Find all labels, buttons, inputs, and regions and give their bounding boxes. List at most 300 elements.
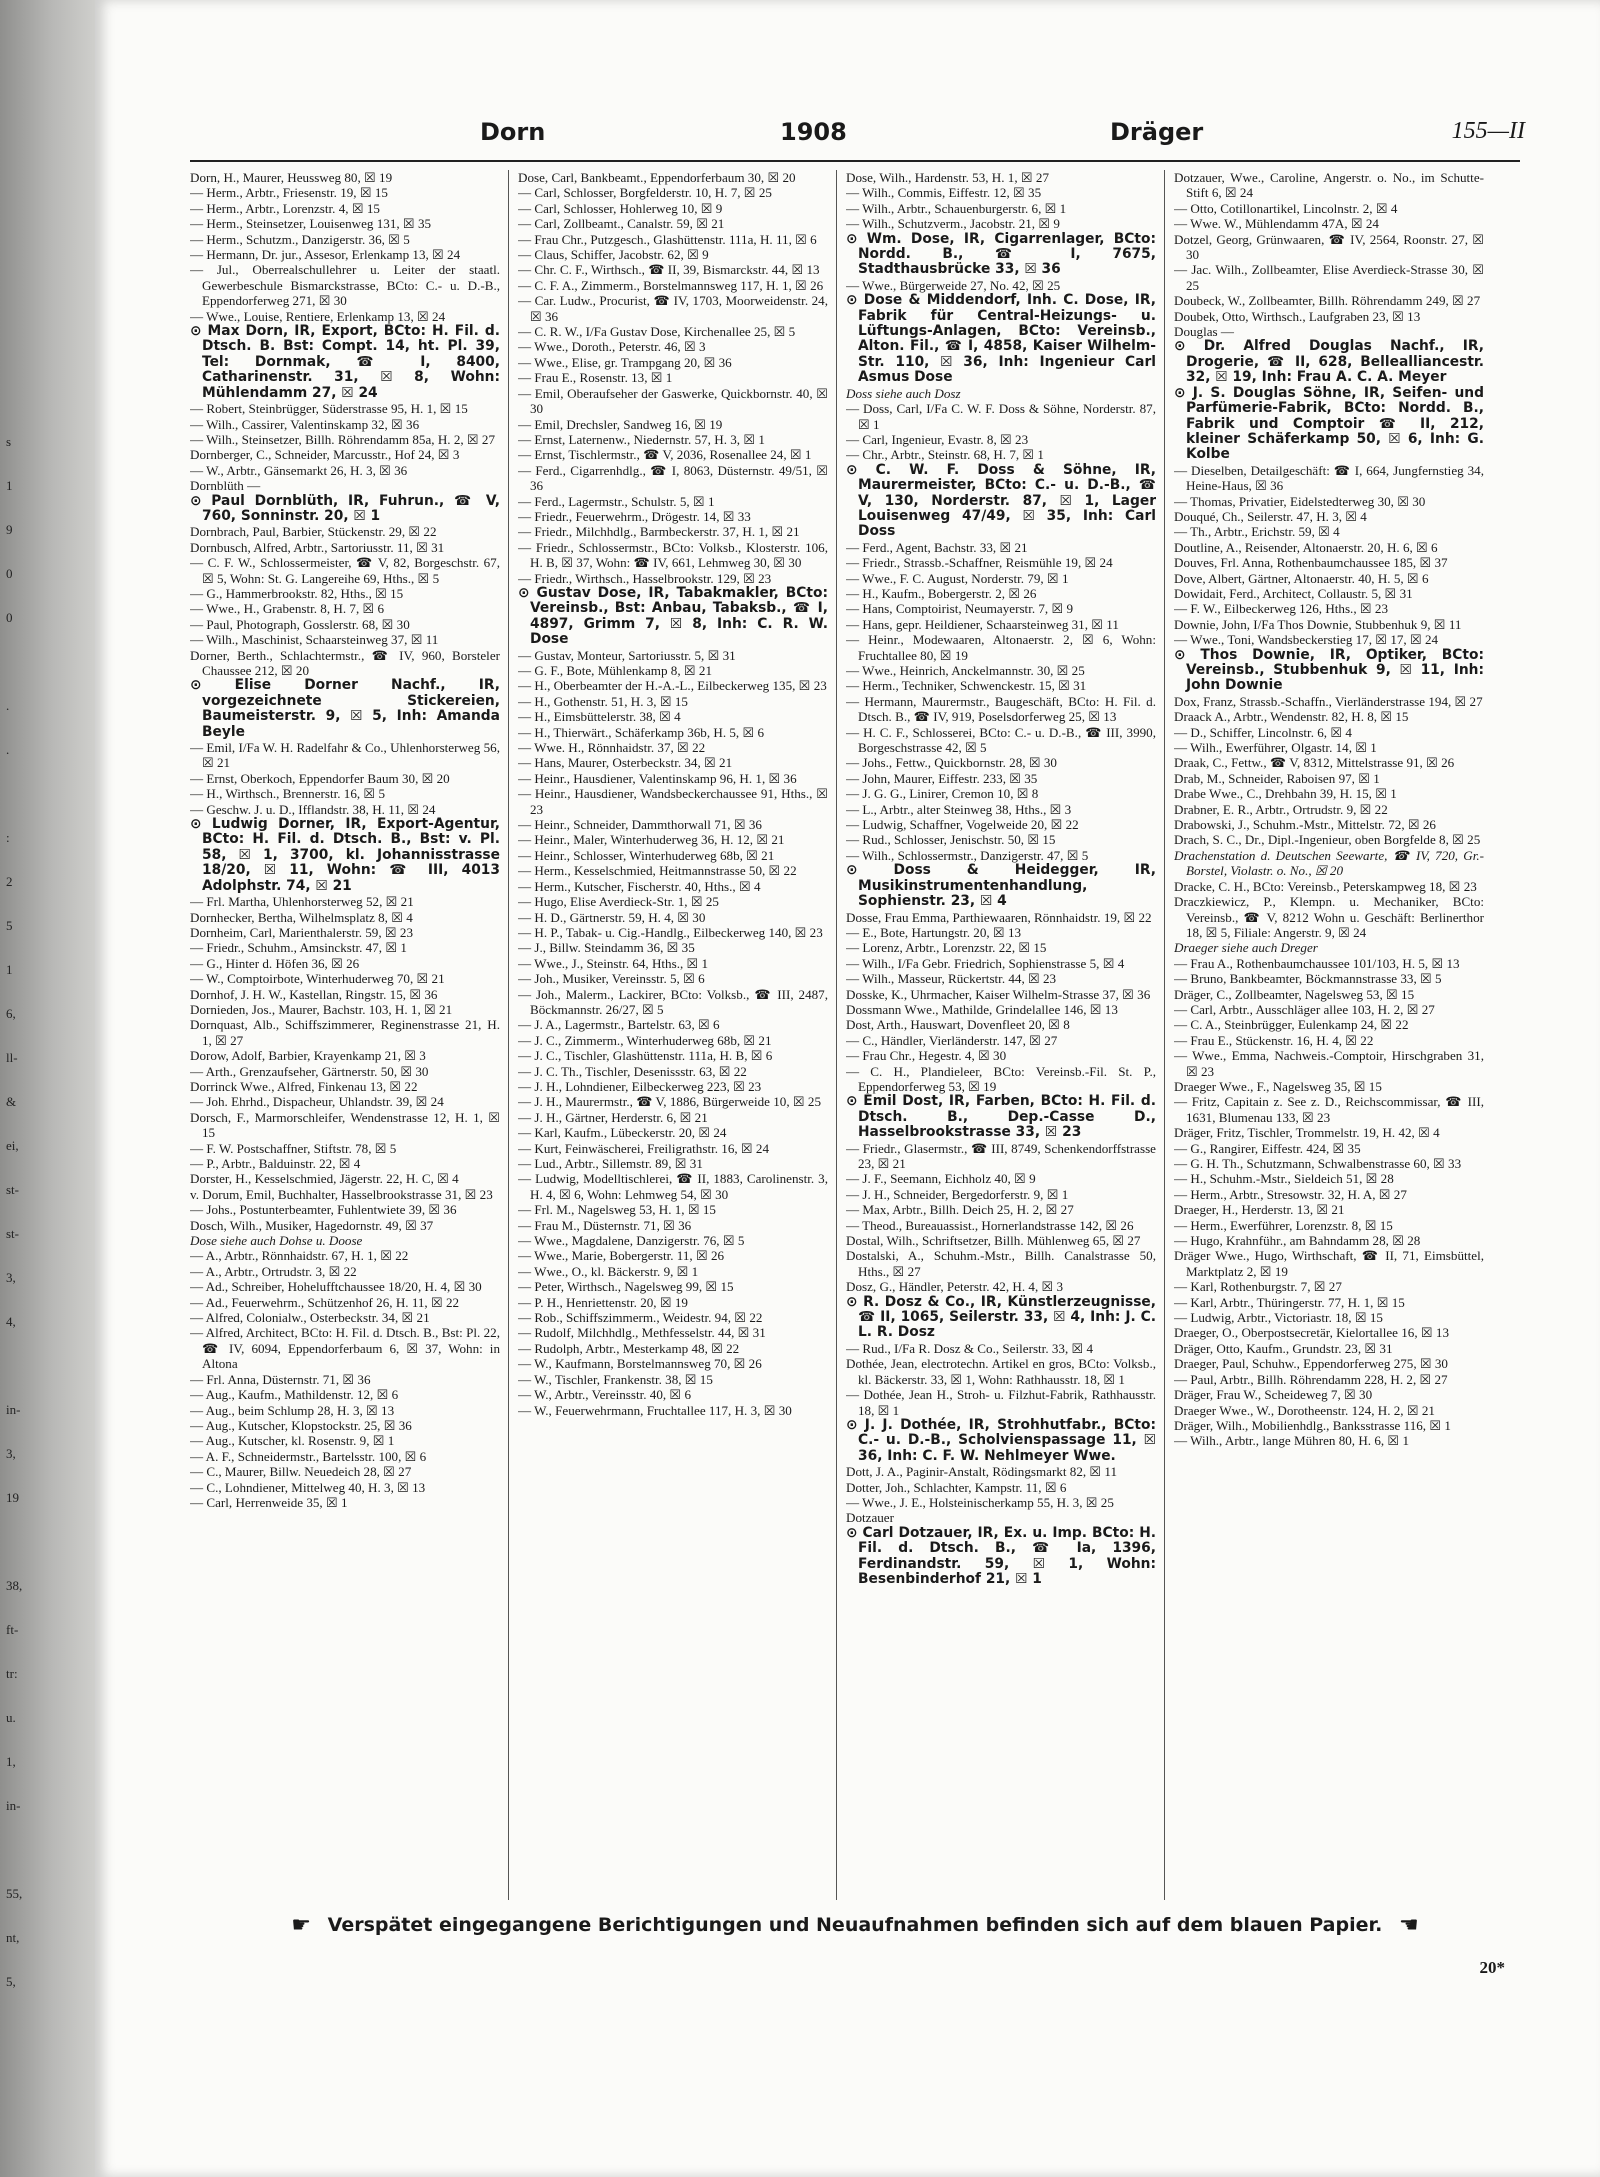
directory-entry: — Arth., Grenzaufseher, Gärtnerstr. 50, ☒ 30: [190, 1063, 429, 1079]
directory-entry: Drach, S. C., Dr., Dipl.-Ingenieur, oben Borgfelde 8, ☒ 25: [1174, 832, 1481, 848]
directory-entry: — H., Schuhm.-Mstr., Sieldeich 51, ☒ 28: [1174, 1171, 1394, 1187]
directory-entry: Drabe Wwe., C., Drehbahn 39, H. 15, ☒ 1: [1174, 786, 1397, 802]
directory-entry: Doubek, Otto, Wirthsch., Laufgraben 23, ☒ 13: [1174, 308, 1421, 324]
directory-entry: — Wilh., Masseur, Rückertstr. 44, ☒ 23: [846, 971, 1057, 987]
margin-fragment: 1,: [6, 1754, 16, 1769]
directory-entry: — Herm., Arbtr., Friesenstr. 19, ☒ 15: [190, 185, 388, 201]
pointing-hand-right-icon: ☚: [1398, 1913, 1419, 1938]
directory-entry: — C. R. W., I/Fa Gustav Dose, Kirchenallee 25, ☒ 5: [518, 324, 796, 340]
directory-entry: — Joh., Malerm., Lackirer, BCto: Volksb., ☎ III, 2487, Böckmannstr. 26/27, ☒ 5: [518, 986, 828, 1017]
directory-entry: — J. C., Zimmerm., Winterhuderweg 68b, ☒ 21: [518, 1032, 772, 1048]
directory-entry: — Gustav, Monteur, Sartoriusstr. 5, ☒ 31: [518, 647, 736, 663]
directory-entry: — Lud., Arbtr., Sillemstr. 89, ☒ 31: [518, 1156, 703, 1171]
directory-entry: Dräger, C., Zollbeamter, Nagelsweg 53, ☒ 15: [1174, 986, 1415, 1002]
directory-entry: — Hans, gepr. Heildiener, Schaarsteinweg 31, ☒ 11: [846, 616, 1119, 632]
directory-entry: — W., Arbtr., Vereinsstr. 40, ☒ 6: [518, 1387, 691, 1403]
directory-entry: — Friedr., Strassb.-Schaffner, Reismühle 19, ☒ 24: [846, 555, 1113, 571]
directory-entry: Douglas —: [1174, 324, 1235, 340]
directory-entry: Dosske, K., Uhrmacher, Kaiser Wilhelm-Strasse 37, ☒ 36: [846, 986, 1151, 1002]
margin-fragment: &: [6, 1094, 17, 1109]
directory-entry: — Frau A., Rothenbaumchaussee 101/103, H. 5, ☒ 13: [1174, 955, 1460, 971]
directory-entry: — C. H., Plandieleer, BCto: Vereinsb.-Fil. St. P., Eppendorferweg 53, ☒ 19: [846, 1063, 1156, 1094]
directory-entry: — Aug., Kutscher, kl. Rosenstr. 9, ☒ 1: [190, 1433, 395, 1449]
directory-entry: — Ernst, Tischlermstr., ☎ V, 2036, Rosenallee 24, ☒ 1: [518, 447, 812, 463]
directory-entry: — Wilh., Commis, Eiffestr. 12, ☒ 35: [846, 185, 1042, 201]
directory-entry: — Lorenz, Arbtr., Lorenzstr. 22, ☒ 15: [846, 940, 1047, 956]
margin-fragment: st-: [6, 1182, 19, 1197]
directory-entry: — Otto, Cotillonartikel, Lincolnstr. 2, ☒ 4: [1174, 200, 1398, 216]
directory-entry: Dox, Franz, Strassb.-Schaffn., Vierländerstrasse 194, ☒ 27: [1174, 693, 1483, 709]
directory-entry: — Friedr., Schuhm., Amsinckstr. 47, ☒ 1: [190, 940, 407, 956]
column-divider: [1164, 170, 1165, 1900]
directory-entry: Dräger, Fritz, Tischler, Trommelstr. 19, H. 42, ☒ 4: [1174, 1125, 1440, 1141]
directory-entry: Dotzauer, Wwe., Caroline, Angerstr. o. No., im Schutte-Stift 6, ☒ 24: [1174, 170, 1484, 201]
directory-entry: — Hermann, Dr. jur., Assesor, Erlenkamp 13, ☒ 24: [190, 247, 461, 263]
directory-entry: — G., Hammerbrookstr. 82, Hths., ☒ 15: [190, 585, 404, 601]
directory-entry: Dosz, G., Händler, Peterstr. 42, H. 4, ☒ 3: [846, 1279, 1064, 1295]
directory-entry: — Fritz, Capitain z. See z. D., Reichscommissar, ☎ III, 1631, Blumenau 133, ☒ 23: [1174, 1094, 1484, 1125]
directory-entry: Dräger, Frau W., Scheideweg 7, ☒ 30: [1174, 1387, 1373, 1403]
directory-entry: Dorster, H., Kesselschmied, Jägerstr. 22, H. C, ☒ 4: [190, 1171, 459, 1187]
directory-entry: Dornieden, Jos., Maurer, Bachstr. 103, H. 1, ☒ 21: [190, 1001, 453, 1017]
directory-entry: Draeger, H., Herderstr. 13, ☒ 21: [1174, 1202, 1345, 1218]
directory-entry: — Friedr., Feuerwehrm., Drögestr. 14, ☒ 33: [518, 508, 751, 524]
directory-entry: — P. H., Henriettenstr. 20, ☒ 19: [518, 1294, 688, 1310]
directory-entry: — Wwe., Bürgerweide 27, No. 42, ☒ 25: [846, 277, 1061, 293]
margin-fragment: 0: [6, 566, 13, 581]
directory-entry: — J. H., Schneider, Bergedorferstr. 9, ☒ 1: [846, 1186, 1069, 1202]
directory-entry: Drabner, E. R., Arbtr., Ortrudstr. 9, ☒ 22: [1174, 801, 1388, 817]
directory-entry: — Wwe., Magdalene, Danzigerstr. 76, ☒ 5: [518, 1233, 745, 1249]
directory-entry: Draczkiewicz, P., Klempn. u. Mechaniker, BCto: Vereinsb., ☎ V, 8212 Wohn u. Geschäft: Berlinerthor 18, ☒ 5, Filiale: Angerstr. 9, ☒ 24: [1174, 894, 1484, 940]
directory-entry: — Max, Arbtr., Billh. Deich 25, H. 2, ☒ 27: [846, 1202, 1074, 1218]
directory-entry: — Herm., Arbtr., Stresowstr. 32, H. A, ☒ 27: [1174, 1186, 1407, 1202]
margin-fragment: [6, 1828, 46, 1872]
directory-entry: — Thomas, Privatier, Eidelstedterweg 30, ☒ 30: [1174, 493, 1426, 509]
directory-entry: v. Dorum, Emil, Buchhalter, Hasselbrookstrasse 31, ☒ 23: [190, 1186, 493, 1202]
directory-entry: Dothée, Jean, electrotechn. Artikel en gros, BCto: Volksb., kl. Bäckerstr. 33, ☒ 1, Wohn: Rathhausstr. 18, ☒ 1: [846, 1356, 1156, 1387]
directory-entry: — Friedr., Wirthsch., Hasselbrookstr. 129, ☒ 23: [518, 570, 772, 586]
column-4: [1174, 170, 1484, 1900]
margin-fragment: ei,: [6, 1138, 19, 1153]
directory-entry: Doutline, A., Reisender, Altonaerstr. 20, H. 6, ☒ 6: [1174, 539, 1438, 555]
directory-entry: — W., Kaufmann, Borstelmannsweg 70, ☒ 26: [518, 1356, 762, 1372]
directory-entry: — Wwe., J., Steinstr. 64, Hths., ☒ 1: [518, 955, 709, 971]
directory-entry: — Chr., Arbtr., Steinstr. 68, H. 7, ☒ 1: [846, 447, 1044, 463]
margin-fragment: 4,: [6, 1314, 16, 1329]
margin-fragment: 5: [6, 918, 13, 933]
directory-entry: Dose siehe auch Dohse u. Doose: [190, 1233, 363, 1249]
column-1: [190, 170, 500, 1900]
directory-entry: — Wwe., Heinrich, Anckelmannstr. 30, ☒ 25: [846, 663, 1085, 678]
directory-entry: ⊙ Ludwig Dorner, IR, Export-Agentur, BCto: H. Fil. d. Dtsch. B., Bst: v. Pl. 58, ☒ 1, 3700, kl. Johannisstrasse 18/20, ☒ 11, Wohn: ☎ III, 4013 Adolphstr. 74, ☒ 21: [190, 816, 500, 894]
footer-notice-text: Verspätet eingegangene Berichtigungen und Neuaufnahmen befinden sich auf dem blauen Papier.: [327, 1914, 1383, 1936]
directory-entry: — Ferd., Agent, Bachstr. 33, ☒ 21: [846, 539, 1028, 555]
directory-entry: Dornhof, J. H. W., Kastellan, Ringstr. 15, ☒ 36: [190, 986, 438, 1002]
directory-entry: — Heinr., Modewaaren, Altonaerstr. 2, ☒ 6, Wohn: Fruchtallee 80, ☒ 19: [846, 632, 1156, 663]
header-rule: [190, 160, 1520, 162]
margin-fragment: [6, 1520, 46, 1564]
directory-entry: — Claus, Schiffer, Jacobstr. 62, ☒ 9: [518, 247, 709, 263]
directory-entry: — Th., Arbtr., Erichstr. 59, ☒ 4: [1174, 524, 1340, 540]
directory-entry: — Herm., Arbtr., Lorenzstr. 4, ☒ 15: [190, 200, 380, 216]
directory-entry: — Theod., Bureauassist., Hornerlandstrasse 142, ☒ 26: [846, 1217, 1134, 1233]
directory-entry: — Wwe., H., Grabenstr. 8, H. 7, ☒ 6: [190, 601, 385, 617]
directory-entry: — J. H., Gärtner, Herderstr. 6, ☒ 21: [518, 1109, 708, 1125]
directory-entry: — Robert, Steinbrügger, Süderstrasse 95, H. 1, ☒ 15: [190, 401, 468, 417]
directory-entry: — G. F., Bote, Mühlenkamp 8, ☒ 21: [518, 663, 712, 678]
directory-entry: — Wwe. W., Mühlendamm 47A, ☒ 24: [1174, 216, 1379, 232]
directory-entry: Draeger, Paul, Schuhw., Eppendorferweg 275, ☒ 30: [1174, 1356, 1448, 1372]
directory-entry: — Frau M., Düsternstr. 71, ☒ 36: [518, 1217, 692, 1233]
directory-entry: — W., Feuerwehrmann, Fruchtallee 117, H. 3, ☒ 30: [518, 1402, 792, 1418]
directory-entry: Dostal, Wilh., Schriftsetzer, Billh. Mühlenweg 65, ☒ 27: [846, 1233, 1141, 1249]
column-2: [518, 170, 828, 1900]
pointing-hand-left-icon: ☛: [291, 1913, 312, 1938]
directory-entry: — Johs., Fettw., Quickbornstr. 28, ☒ 30: [846, 755, 1057, 771]
margin-fragment: 1: [6, 478, 13, 493]
directory-entry: ⊙ J. S. Douglas Söhne, IR, Seifen- und Parfümerie-Fabrik, BCto: Nordd. B., Fabrik und Comptoir ☎ II, 212, kleiner Schäferkamp 50, ☒ 6, Inh: G. Kolbe: [1174, 384, 1484, 463]
directory-entry: Douqué, Ch., Seilerstr. 47, H. 3, ☒ 4: [1174, 508, 1367, 524]
margin-fragment: [6, 1344, 46, 1388]
directory-entry: — John, Maurer, Eiffestr. 233, ☒ 35: [846, 770, 1038, 786]
directory-entry: — H. D., Gärtnerstr. 59, H. 4, ☒ 30: [518, 909, 706, 925]
directory-entry: Dorner, Berth., Schlachtermstr., ☎ IV, 960, Borsteler Chaussee 212, ☒ 20: [190, 647, 500, 678]
directory-entry: — J., Billw. Steindamm 36, ☒ 35: [518, 940, 695, 956]
directory-entry: — Hugo, Krahnführ., am Bahndamm 28, ☒ 28: [1174, 1233, 1421, 1249]
directory-entry: — Wwe., Toni, Wandsbeckerstieg 17, ☒ 17, ☒ 24: [1174, 632, 1439, 648]
directory-entry: ⊙ Paul Dornblüth, IR, Fuhrun., ☎ V, 760, Sonninstr. 20, ☒ 1: [190, 492, 500, 524]
directory-entry: — Frau Chr., Putzgesch., Glashüttenstr. 111a, H. 11, ☒ 6: [518, 231, 817, 247]
directory-entry: — Wilh., Arbtr., lange Mühren 80, H. 6, ☒ 1: [1174, 1433, 1409, 1449]
directory-entry: — Geschw. J. u. D., Ifflandstr. 38, H. 11, ☒ 24: [190, 801, 436, 817]
directory-entry: Dotzel, Georg, Grünwaaren, ☎ IV, 2564, Roonstr. 27, ☒ 30: [1174, 231, 1484, 263]
margin-fragment: 55,: [6, 1886, 23, 1901]
directory-entry: — Rob., Schiffszimmerm., Weidestr. 94, ☒ 22: [518, 1310, 763, 1326]
header-page-number: 155—II: [1451, 118, 1525, 144]
directory-entry: — W., Comptoirbote, Winterhuderweg 70, ☒ 21: [190, 971, 445, 987]
directory-entry: Dräger, Wilh., Mobilienhdlg., Banksstrasse 116, ☒ 1: [1174, 1417, 1451, 1433]
directory-entry: Drab, M., Schneider, Raboisen 97, ☒ 1: [1174, 770, 1380, 786]
directory-entry: — Alfred, Architect, BCto: H. Fil. d. Dtsch. B., Bst: Pl. 22, ☎ IV, 6094, Eppendorferbaum 6, ☒ 37, Wohn: in Altona: [190, 1325, 500, 1372]
margin-fragment: 3,: [6, 1270, 16, 1285]
directory-entry: — Karl, Arbtr., Thüringerstr. 77, H. 1, ☒ 15: [1174, 1294, 1405, 1310]
directory-entry: — Wilh., Arbtr., Schauenburgerstr. 6, ☒ 1: [846, 200, 1067, 216]
directory-entry: — Heinr., Schneider, Dammthorwall 71, ☒ 36: [518, 817, 762, 833]
directory-entry: — Ad., Schreiber, Hohelufftchaussee 18/20, H. 4, ☒ 30: [190, 1279, 482, 1295]
header-year: 1908: [780, 118, 847, 146]
directory-entry: — Wilh., Steinsetzer, Billh. Röhrendamm 85a, H. 2, ☒ 27: [190, 431, 496, 447]
directory-entry: — Jul., Oberrealschullehrer u. Leiter der staatl. Gewerbeschule Bismarckstrasse, BCto: C.- u. D.-B., Eppendorferweg 271, ☒ 30: [190, 262, 500, 309]
directory-entry: Doss siehe auch Dosz: [846, 385, 961, 401]
directory-entry: — G. H. Th., Schutzmann, Schwalbenstrasse 60, ☒ 33: [1174, 1156, 1462, 1171]
directory-entry: — Hans, Comptoirist, Neumayerstr. 7, ☒ 9: [846, 601, 1074, 617]
printer-signature: 20*: [1479, 1958, 1505, 1977]
directory-entry: — Peter, Wirthsch., Nagelsweg 99, ☒ 15: [518, 1279, 734, 1295]
directory-entry: — A., Arbtr., Rönnhaidstr. 67, H. 1, ☒ 22: [190, 1248, 409, 1264]
directory-entry: — Rudolf, Milchhdlg., Methfesselstr. 44, ☒ 31: [518, 1325, 766, 1341]
directory-entry: Dotzauer: [846, 1510, 894, 1526]
margin-fragment: 5,: [6, 1974, 16, 1989]
column-divider: [836, 170, 837, 1900]
directory-entry: Douves, Frl. Anna, Rothenbaumchaussee 185, ☒ 37: [1174, 555, 1448, 571]
directory-entry: — W., Arbtr., Gänsemarkt 26, H. 3, ☒ 36: [190, 462, 408, 478]
page-header: [95, 112, 1525, 152]
directory-entry: — H., Kaufm., Bobergerstr. 2, ☒ 26: [846, 585, 1037, 601]
directory-entry: — Dothée, Jean H., Stroh- u. Filzhut-Fabrik, Rathhausstr. 18, ☒ 1: [846, 1387, 1156, 1418]
directory-entry: — Friedr., Glasermstr., ☎ III, 8749, Schenkendorffstrasse 23, ☒ 21: [846, 1140, 1156, 1171]
directory-entry: — Frl. Anna, Düsternstr. 71, ☒ 36: [190, 1371, 371, 1387]
directory-entry: — Ludwig, Modelltischlerei, ☎ II, 1883, Carolinenstr. 3, H. 4, ☒ 6, Wohn: Lehmweg 54, ☒ 30: [518, 1171, 828, 1202]
directory-entry: Draeger Wwe., W., Dorotheenstr. 124, H. 2, ☒ 21: [1174, 1402, 1435, 1418]
directory-entry: — Johs., Postunterbeamter, Fuhlentwiete 39, ☒ 36: [190, 1202, 457, 1218]
directory-entry: — Herm., Steinsetzer, Louisenweg 131, ☒ 35: [190, 216, 432, 232]
directory-entry: — J. H., Lohndiener, Eilbeckerweg 223, ☒ 23: [518, 1078, 762, 1094]
directory-entry: — Alfred, Colonialw., Osterbeckstr. 34, ☒ 21: [190, 1310, 430, 1326]
margin-fragment: 3,: [6, 1446, 16, 1461]
directory-entry: ⊙ Gustav Dose, IR, Tabakmakler, BCto: Vereinsb., Bst: Anbau, Tabaksb., ☎ I, 4897, Grimm 7, ☒ 8, Inh: C. R. W. Dose: [518, 584, 828, 648]
margin-fragment: [6, 772, 46, 816]
directory-entry: — Ludwig, Schaffner, Vogelweide 20, ☒ 22: [846, 817, 1079, 833]
directory-entry: — W., Tischler, Frankenstr. 38, ☒ 15: [518, 1371, 713, 1387]
directory-entry: — Hugo, Elise Averdieck-Str. 1, ☒ 25: [518, 894, 719, 910]
directory-entry: — Chr. C. F., Wirthsch., ☎ II, 39, Bismarckstr. 44, ☒ 13: [518, 262, 820, 278]
directory-entry: ⊙ C. W. F. Doss & Söhne, IR, Maurermeister, BCto: C.- u. D.-B., ☎ V, 130, Norderstr. 87, ☒ 1, Lager Louisenweg 47/49, ☒ 35, Inh: Carl Doss: [846, 461, 1156, 540]
directory-entry: Draeger siehe auch Dreger: [1174, 940, 1318, 956]
directory-entry: — Wwe., O., kl. Bäckerstr. 9, ☒ 1: [518, 1263, 699, 1279]
directory-entry: — F. W. Postschaffner, Stiftstr. 78, ☒ 5: [190, 1140, 397, 1156]
directory-entry: Draak, C., Fettw., ☎ V, 8312, Mittelstrasse 91, ☒ 26: [1174, 755, 1455, 771]
directory-entry: — Paul, Photograph, Gosslerstr. 68, ☒ 30: [190, 616, 410, 632]
directory-entry: — Carl, Schlosser, Hohlerweg 10, ☒ 9: [518, 200, 723, 216]
directory-entry: Dotter, Joh., Schlachter, Kampstr. 11, ☒ 6: [846, 1479, 1067, 1495]
directory-entry: — A., Arbtr., Ortrudstr. 3, ☒ 22: [190, 1263, 357, 1279]
directory-entry: — Car. Ludw., Procurist, ☎ IV, 1703, Moorweidenstr. 24, ☒ 36: [518, 293, 828, 324]
directory-entry: — Paul, Arbtr., Billh. Röhrendamm 228, H. 2, ☒ 27: [1174, 1371, 1448, 1387]
directory-entry: — Heinr., Hausdiener, Valentinskamp 96, H. 1, ☒ 36: [518, 770, 797, 786]
directory-entry: — Friedr., Milchhdlg., Barmbeckerstr. 37, H. 1, ☒ 21: [518, 524, 800, 540]
margin-fragment: 19: [6, 1490, 19, 1505]
directory-entry: Dose, Wilh., Hardenstr. 53, H. 1, ☒ 27: [846, 170, 1049, 185]
directory-entry: Dräger Wwe., Hugo, Wirthschaft, ☎ II, 71, Eimsbüttel, Marktplatz 2, ☒ 19: [1174, 1248, 1484, 1279]
directory-entry: Dosse, Frau Emma, Parthiewaaren, Rönnhaidstr. 19, ☒ 22: [846, 909, 1152, 925]
directory-entry: Draeger Wwe., F., Nagelsweg 35, ☒ 15: [1174, 1078, 1382, 1094]
directory-entry: — Carl, Ingenieur, Evastr. 8, ☒ 23: [846, 431, 1029, 447]
directory-entry: — Joh. Ehrhd., Dispacheur, Uhlandstr. 39, ☒ 24: [190, 1094, 444, 1110]
directory-entry: — Ferd., Cigarrenhdlg., ☎ I, 8063, Düsternstr. 49/51, ☒ 36: [518, 462, 828, 494]
directory-entry: — Carl, Herrenweide 35, ☒ 1: [190, 1494, 348, 1510]
directory-entry: — Wwe., Doroth., Peterstr. 46, ☒ 3: [518, 339, 706, 355]
margin-fragment: 38,: [6, 1578, 23, 1593]
directory-entry: ⊙ Dose & Middendorf, Inh. C. Dose, IR, Fabrik für Central-Heizungs- u. Lüftungs-Anlagen, BCto: Vereinsb., Alton. Fil., ☎ I, 4858, Kaiser Wilhelm-Str. 110, ☒ 36, Inh: Ingenieur Carl Asmus Dose: [846, 292, 1156, 386]
directory-entry: — Emil, Oberaufseher der Gaswerke, Quickbornstr. 40, ☒ 30: [518, 385, 828, 417]
directory-entry: Dräger, Otto, Kaufm., Grundstr. 23, ☒ 31: [1174, 1340, 1393, 1356]
directory-entry: — Friedr., Schlossermstr., BCto: Volksb., Klosterstr. 106, H. B, ☒ 37, Wohn: ☎ IV, 661, Lehmweg 30, ☒ 30: [518, 539, 828, 571]
directory-entry: ⊙ Dr. Alfred Douglas Nachf., IR, Drogerie, ☎ II, 628, Bellealliancestr. 32, ☒ 19, Inh: Frau A. C. A. Meyer: [1174, 338, 1484, 386]
directory-entry: — D., Schiffer, Lincolnstr. 6, ☒ 4: [1174, 724, 1352, 740]
margin-fragment: 0: [6, 610, 13, 625]
directory-entry: — C., Lohndiener, Mittelweg 40, H. 3, ☒ 13: [190, 1479, 426, 1495]
directory-entry: — L., Arbtr., alter Steinweg 38, Hths., ☒ 3: [846, 801, 1072, 817]
directory-entry: — J. C., Tischler, Glashüttenstr. 111a, H. B, ☒ 6: [518, 1048, 773, 1064]
directory-entry: — C., Maurer, Billw. Neuedeich 28, ☒ 27: [190, 1464, 412, 1480]
margin-fragment: [6, 640, 46, 684]
directory-entry: ⊙ Emil Dost, IR, Farben, BCto: H. Fil. d. Dtsch. B., Dep.-Casse D., Hasselbrookstrasse 33, ☒ 23: [846, 1093, 1156, 1141]
directory-entry: — H., Eimsbüttelerstr. 38, ☒ 4: [518, 709, 681, 725]
margin-fragment: u.: [6, 1710, 16, 1725]
directory-entry: — Wilh., I/Fa Gebr. Friedrich, Sophienstrasse 5, ☒ 4: [846, 955, 1125, 971]
directory-entry: — G., Rangirer, Eiffestr. 424, ☒ 35: [1174, 1140, 1361, 1156]
directory-entry: Dorrinck Wwe., Alfred, Finkenau 13, ☒ 22: [190, 1078, 418, 1094]
directory-entry: — Emil, I/Fa W. H. Radelfahr & Co., Uhlenhorsterweg 56, ☒ 21: [190, 740, 500, 771]
directory-entry: — F. W., Eilbeckerweg 126, Hths., ☒ 23: [1174, 601, 1388, 617]
margin-fragment: in-: [6, 1798, 21, 1813]
directory-entry: — Wilh., Ewerführer, Olgastr. 14, ☒ 1: [1174, 740, 1377, 756]
header-left-keyword: Dorn: [480, 118, 546, 146]
directory-entry: — Herm., Kutscher, Fischerstr. 40, Hths., ☒ 4: [518, 878, 761, 894]
directory-entry: Dostalski, A., Schuhm.-Mstr., Billh. Canalstrasse 50, Hths., ☒ 27: [846, 1248, 1156, 1279]
directory-entry: — Ludwig, Arbtr., Victoriastr. 18, ☒ 15: [1174, 1310, 1383, 1326]
directory-entry: — J. C. Th., Tischler, Desenissstr. 63, ☒ 22: [518, 1063, 747, 1079]
directory-entry: Dornberger, C., Schneider, Marcusstr., Hof 24, ☒ 3: [190, 447, 460, 463]
directory-entry: — H., Gothenstr. 51, H. 3, ☒ 15: [518, 693, 688, 709]
margin-fragment: in-: [6, 1402, 21, 1417]
directory-entry: — Ferd., Lagermstr., Schulstr. 5, ☒ 1: [518, 493, 715, 509]
margin-fragment: ft-: [6, 1622, 19, 1637]
directory-entry: — Rudolph, Arbtr., Mesterkamp 48, ☒ 22: [518, 1340, 740, 1356]
directory-entry: — J. A., Lagermstr., Bartelstr. 63, ☒ 6: [518, 1017, 720, 1033]
directory-entry: — G., Hinter d. Höfen 36, ☒ 26: [190, 955, 360, 971]
directory-entry: Downie, John, I/Fa Thos Downie, Stubbenhuk 9, ☒ 11: [1174, 616, 1462, 632]
margin-fragment: 2: [6, 874, 13, 889]
left-margin-fragments: [6, 420, 46, 2004]
margin-fragment: :: [6, 830, 10, 845]
margin-fragment: tr:: [6, 1666, 18, 1681]
directory-entry: — H. P., Tabak- u. Cig.-Handlg., Eilbeckerweg 140, ☒ 23: [518, 924, 823, 940]
header-right-keyword: Dräger: [1110, 118, 1204, 146]
directory-entry: Dove, Albert, Gärtner, Altonaerstr. 40, H. 5, ☒ 6: [1174, 570, 1429, 586]
directory-entry: — Heinr., Hausdiener, Wandsbeckerchaussee 91, Hths., ☒ 23: [518, 786, 828, 817]
column-divider: [508, 170, 509, 1900]
margin-fragment: 1: [6, 962, 13, 977]
directory-entry: — Aug., beim Schlump 28, H. 3, ☒ 13: [190, 1402, 395, 1418]
directory-entry: — Carl, Arbtr., Ausschläger allee 103, H. 2, ☒ 27: [1174, 1001, 1435, 1017]
directory-entry: — H. C. F., Schlosserei, BCto: C.- u. D.-B., ☎ III, 3990, Borgeschstrasse 42, ☒ 5: [846, 724, 1156, 756]
directory-entry: — H., Thierwärt., Schäferkamp 36b, H. 5, ☒ 6: [518, 724, 765, 740]
directory-entry: — Wwe., Elise, gr. Trampgang 20, ☒ 36: [518, 354, 732, 370]
directory-entry: Draeger, O., Oberpostsecretär, Kielortallee 16, ☒ 13: [1174, 1325, 1450, 1341]
directory-entry: — Bruno, Bankbeamter, Böckmannstrasse 33, ☒ 5: [1174, 971, 1442, 987]
directory-entry: Dornbrach, Paul, Barbier, Stückenstr. 29, ☒ 22: [190, 524, 437, 540]
directory-entry: — Aug., Kaufm., Mathildenstr. 12, ☒ 6: [190, 1387, 399, 1403]
directory-entry: — Doss, Carl, I/Fa C. W. F. Doss & Söhne, Norderstr. 87, ☒ 1: [846, 401, 1156, 432]
directory-entry: — Joh., Musiker, Vereinsstr. 5, ☒ 6: [518, 971, 705, 987]
directory-entry: — Wilh., Schutzverm., Jacobstr. 21, ☒ 9: [846, 216, 1060, 232]
directory-entry: — C., Händler, Vierländerstr. 147, ☒ 27: [846, 1032, 1058, 1048]
directory-entry: ⊙ Thos Downie, IR, Optiker, BCto: Vereinsb., Stubbenhuk 9, ☒ 11, Inh: John Downie: [1174, 646, 1484, 694]
directory-entry: — Heinr., Schlosser, Winterhuderweg 68b, ☒ 21: [518, 847, 775, 863]
directory-entry: — E., Bote, Hartungstr. 20, ☒ 13: [846, 924, 1022, 940]
directory-entry: Dost, Arth., Hauswart, Dovenfleet 20, ☒ 8: [846, 1017, 1070, 1033]
directory-entry: — Wwe., F. C. August, Norderstr. 79, ☒ 1: [846, 570, 1069, 586]
directory-entry: — C. A., Steinbrügger, Eulenkamp 24, ☒ 22: [1174, 1017, 1409, 1033]
directory-entry: — H., Oberbeamter der H.-A.-L., Eilbeckerweg 135, ☒ 23: [518, 678, 827, 694]
directory-entry: — Ad., Feuerwehrm., Schützenhof 26, H. 11, ☒ 22: [190, 1294, 460, 1310]
directory-entry: — H., Wirthsch., Brennerstr. 16, ☒ 5: [190, 786, 385, 802]
margin-fragment: st-: [6, 1226, 19, 1241]
directory-entry: — Wwe., Emma, Nachweis.-Comptoir, Hirschgraben 31, ☒ 23: [1174, 1048, 1484, 1079]
directory-entry: Drachenstation d. Deutschen Seewarte, ☎ IV, 720, Gr.-Borstel, Violastr. o. No., ☒ 20: [1174, 847, 1484, 879]
directory-entry: Dornblüth —: [190, 478, 261, 494]
directory-entry: — Wwe., Louise, Rentiere, Erlenkamp 13, ☒ 24: [190, 308, 446, 324]
directory-entry: — Rud., Schlosser, Jenischstr. 50, ☒ 15: [846, 832, 1056, 848]
directory-entry: ⊙ Carl Dotzauer, IR, Ex. u. Imp. BCto: H. Fil. d. Dtsch. B., ☎ Ia, 1396, Ferdinandstr. 59, ☒ 1, Wohn: Besenbinderhof 21, ☒ 1: [846, 1524, 1156, 1587]
margin-fragment: .: [6, 742, 10, 757]
directory-entry: — Wwe., Marie, Bobergerstr. 11, ☒ 26: [518, 1248, 725, 1264]
directory-entry: — Carl, Zollbeamt., Canalstr. 59, ☒ 21: [518, 216, 725, 232]
directory-entry: Dosch, Wilh., Musiker, Hagedornstr. 49, ☒ 37: [190, 1217, 434, 1233]
directory-entry: — Hermann, Maurermstr., Baugeschäft, BCto: H. Fil. d. Dtsch. B., ☎ IV, 919, Poselsdorferweg 25, ☒ 13: [846, 693, 1156, 725]
directory-entry: Dorow, Adolf, Barbier, Krayenkamp 21, ☒ 3: [190, 1048, 426, 1064]
directory-entry: — J. G. G., Linirer, Cremon 10, ☒ 8: [846, 786, 1039, 802]
directory-entry: — Emil, Drechsler, Sandweg 16, ☒ 19: [518, 416, 723, 432]
directory-entry: — Wilh., Schlossermstr., Danzigerstr. 47, ☒ 5: [846, 847, 1089, 863]
directory-entry: Dott, J. A., Paginir-Anstalt, Rödingsmarkt 82, ☒ 11: [846, 1464, 1118, 1480]
directory-entry: Dornheim, Carl, Marienthalerstr. 59, ☒ 23: [190, 924, 414, 940]
footer-notice: [190, 1913, 1520, 1943]
directory-entry: Drabowski, J., Schuhm.-Mstr., Mittelstr. 72, ☒ 26: [1174, 817, 1436, 833]
directory-entry: — Wwe., J. E., Holsteinischerkamp 55, H. 3, ☒ 25: [846, 1494, 1114, 1510]
directory-entry: Draack A., Arbtr., Wendenstr. 82, H. 8, ☒ 15: [1174, 709, 1409, 725]
directory-entry: — P., Arbtr., Balduinstr. 22, ☒ 4: [190, 1156, 361, 1171]
directory-entry: — Heinr., Maler, Winterhuderweg 36, H. 12, ☒ 21: [518, 832, 785, 848]
directory-entry: — Frau E., Rosenstr. 13, ☒ 1: [518, 370, 673, 386]
directory-entry: — Herm., Ewerführer, Lorenzstr. 8, ☒ 15: [1174, 1217, 1393, 1233]
directory-entry: ⊙ R. Dosz & Co., IR, Künstlerzeugnisse, ☎ II, 1065, Seilerstr. 33, ☒ 4, Inh: J. C. L. R. Dosz: [846, 1293, 1156, 1341]
directory-entry: — Karl, Kaufm., Lübeckerstr. 20, ☒ 24: [518, 1125, 727, 1141]
directory-entry: — Kurt, Feinwäscherei, Freiligrathstr. 16, ☒ 24: [518, 1140, 770, 1156]
directory-entry: — Wwe. H., Rönnhaidstr. 37, ☒ 22: [518, 740, 706, 756]
directory-entry: ⊙ Max Dorn, IR, Export, BCto: H. Fil. d. Dtsch. B. Bst: Compt. 14, ht. Pl. 39, Tel: Dornmak, ☎ I, 8400, Catharinenstr. 31, ☒ 8, Wohn: Mühlendamm 27, ☒ 24: [190, 323, 500, 401]
directory-entry: Dowidait, Ferd., Architect, Collaustr. 5, ☒ 31: [1174, 585, 1413, 601]
directory-entry: — Frl. Martha, Uhlenhorsterweg 52, ☒ 21: [190, 894, 414, 910]
directory-entry: — Herm., Schutzm., Danzigerstr. 36, ☒ 5: [190, 231, 410, 247]
directory-entry: Dornbusch, Alfred, Arbtr., Sartoriusstr. 11, ☒ 31: [190, 539, 445, 555]
directory-entry: ⊙ Elise Dorner Nachf., IR, vorgezeichnete Stickereien, Baumeisterstr. 9, ☒ 5, Inh: Amanda Beyle: [190, 677, 500, 740]
directory-entry: — Hans, Maurer, Osterbeckstr. 34, ☒ 21: [518, 755, 733, 771]
directory-entry: Doubeck, W., Zollbeamter, Billh. Röhrendamm 249, ☒ 27: [1174, 293, 1481, 309]
margin-fragment: 6,: [6, 1006, 16, 1021]
directory-entry: — A. F., Schneidermstr., Bartelsstr. 100, ☒ 6: [190, 1448, 427, 1464]
directory-entry: — Ernst, Laternenw., Niedernstr. 57, H. 3, ☒ 1: [518, 431, 765, 447]
directory-entry: Dorsch, F., Marmorschleifer, Wendenstrasse 12, H. 1, ☒ 15: [190, 1109, 500, 1141]
directory-entry: — Frl. M., Nagelsweg 53, H. 1, ☒ 15: [518, 1202, 716, 1218]
directory-entry: — Herm., Kesselschmied, Heitmannstrasse 50, ☒ 22: [518, 863, 797, 879]
margin-fragment: s: [6, 434, 12, 449]
directory-entry: Dossmann Wwe., Mathilde, Grindelallee 146, ☒ 13: [846, 1001, 1118, 1017]
directory-entry: — Carl, Schlosser, Borgfelderstr. 10, H. 7, ☒ 25: [518, 185, 772, 201]
margin-fragment: nt,: [6, 1930, 20, 1945]
column-3: [846, 170, 1156, 1900]
directory-entry: Dornhecker, Bertha, Wilhelmsplatz 8, ☒ 4: [190, 909, 413, 925]
directory-entry: Dracke, C. H., BCto: Vereinsb., Peterskampweg 18, ☒ 23: [1174, 878, 1477, 894]
directory-entry: — Frau E., Stückenstr. 16, H. 4, ☒ 22: [1174, 1032, 1374, 1048]
directory-entry: ⊙ Doss & Heidegger, IR, Musikinstrumentenhandlung, Sophienstr. 23, ☒ 4: [846, 862, 1156, 910]
directory-entry: — J. F., Seemann, Eichholz 40, ☒ 9: [846, 1171, 1036, 1187]
directory-entry: — Wilh., Maschinist, Schaarsteinweg 37, ☒ 11: [190, 632, 439, 648]
directory-entry: — Karl, Rothenburgstr. 7, ☒ 27: [1174, 1279, 1342, 1295]
directory-entry: — J. H., Maurermstr., ☎ V, 1886, Bürgerweide 10, ☒ 25: [518, 1094, 821, 1110]
